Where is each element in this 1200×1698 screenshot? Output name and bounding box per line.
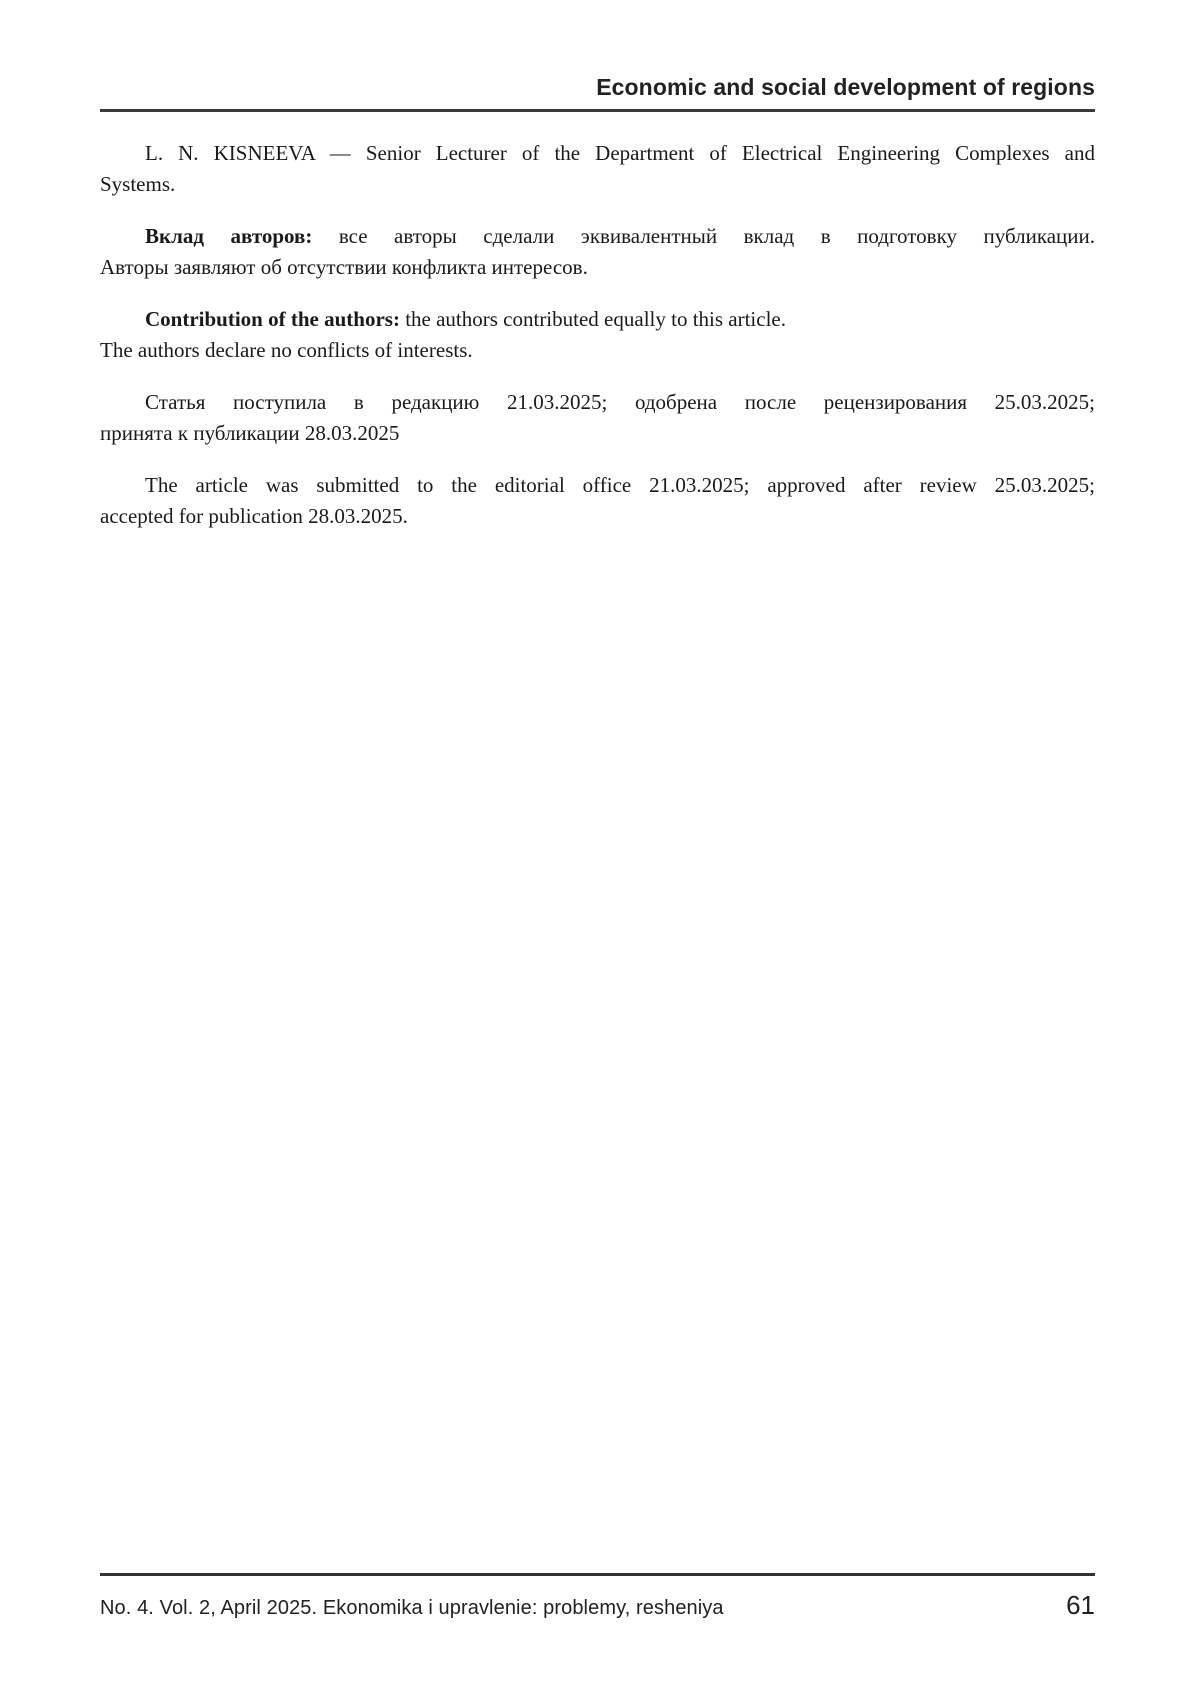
paragraph-text: Systems.: [100, 172, 176, 196]
paragraph-line: [100, 252, 1095, 283]
paragraph-line: [100, 221, 1095, 252]
paragraph-lead-bold: Вклад авторов:: [145, 224, 313, 248]
paragraph-text: все авторы сделали эквивалентный вклад в подготовку публикации.: [312, 224, 1095, 248]
paragraph-line: [100, 335, 1095, 366]
running-head-title: Economic and social development of regions: [596, 74, 1095, 100]
paragraph-text: The authors declare no conflicts of interests.: [100, 338, 473, 362]
paragraph-line: [100, 418, 1095, 449]
paragraph-text: The article was submitted to the editorial office 21.03.2025; approved after review 25.03.2025;: [145, 473, 1095, 497]
paragraph-text: принята к публикации 28.03.2025: [100, 421, 400, 445]
contribution-ru-paragraph: [100, 221, 1095, 283]
footer-row: [100, 1592, 1095, 1621]
paragraph-line: [100, 501, 1095, 532]
footer-issue-line: No. 4. Vol. 2, April 2025. Ekonomika i upravlenie: problemy, resheniya: [100, 1597, 724, 1619]
paragraph-text: the authors contributed equally to this article.: [399, 307, 786, 331]
paragraph-line: [100, 138, 1095, 169]
page-header: [100, 74, 1095, 112]
article-back-matter: [100, 138, 1095, 553]
paragraph-text: Авторы заявляют об отсутствии конфликта интересов.: [100, 255, 588, 279]
contribution-en-paragraph: [100, 304, 1095, 366]
header-rule: [100, 109, 1095, 112]
submission-dates-en-paragraph: [100, 470, 1095, 532]
page-number: 61: [1066, 1590, 1095, 1620]
paragraph-lead-bold: Contribution of the authors:: [145, 307, 400, 331]
paragraph-line: [100, 304, 1095, 335]
paragraph-line: [100, 169, 1095, 200]
footer-rule: [100, 1573, 1095, 1576]
paragraph-line: [100, 470, 1095, 501]
submission-dates-ru-paragraph: [100, 387, 1095, 449]
paragraph-text: L. N. KISNEEVA — Senior Lecturer of the Department of Electrical Engineering Complexes and: [145, 141, 1095, 165]
paragraph-line: [100, 387, 1095, 418]
page-footer: [100, 1573, 1095, 1621]
paragraph-text: Статья поступила в редакцию 21.03.2025; одобрена после рецензирования 25.03.2025;: [145, 390, 1095, 414]
author-affiliation-paragraph: [100, 138, 1095, 200]
paragraph-text: accepted for publication 28.03.2025.: [100, 504, 408, 528]
